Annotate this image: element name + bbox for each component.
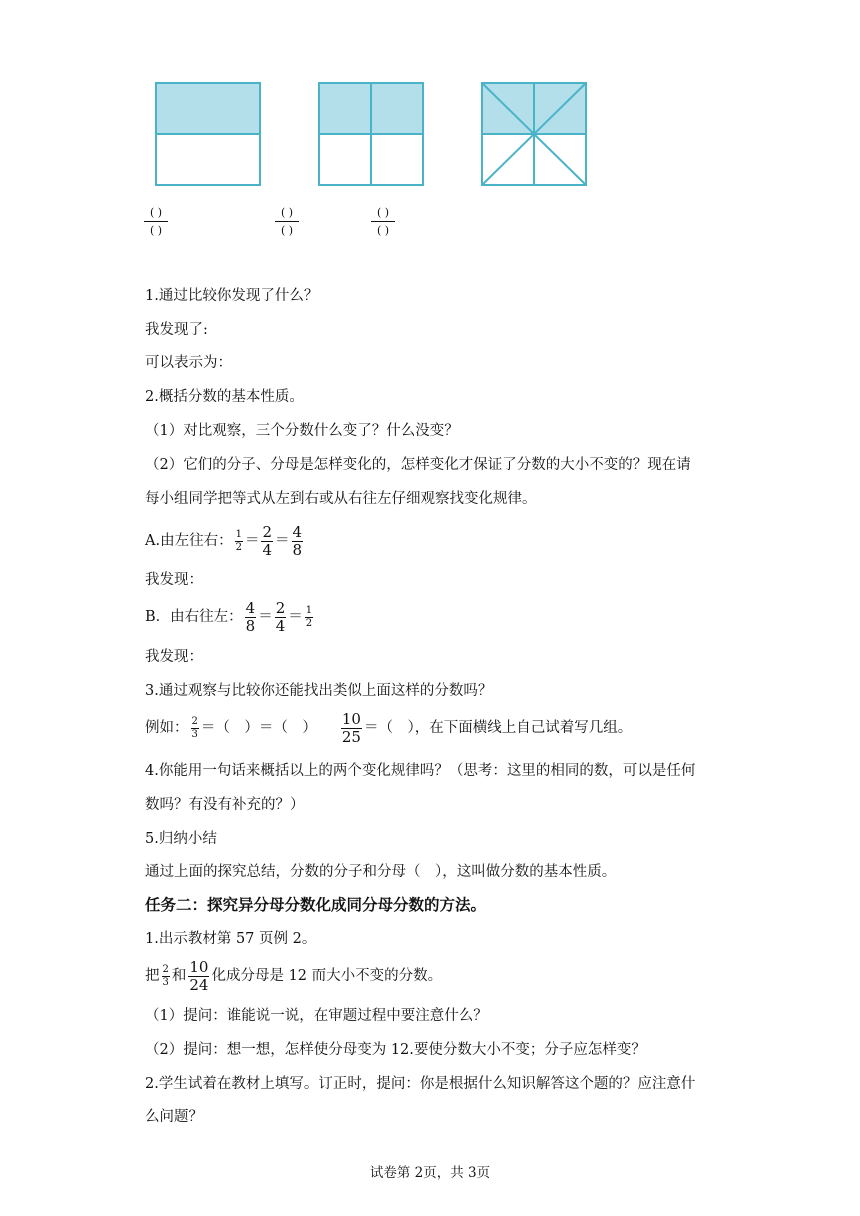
blank-denominator: ( ) [376,224,390,237]
question-2-2-line-1: （2）它们的分子、分母是怎样变化的，怎样变化才保证了分数的大小不变的？现在请 [145,457,691,473]
example-tail: ＝（ ），在下面横线上自己试着写几组。 [363,720,633,736]
equation-b-label: B．由右往左： [145,609,243,625]
found-line-1: 我发现： [145,572,203,588]
equals-sign: ＝ [288,609,303,625]
blank-fraction-3 [371,207,395,236]
equals-sign: ＝ [244,533,260,549]
blank-numerator: ( ) [280,206,294,219]
question-2-2-line-2: 每小组同学把等式从左到右或从右往左仔细观察找变化规律。 [145,491,537,507]
blank-denominator: ( ) [280,224,294,237]
fraction-figure-quarters [318,82,426,188]
example-blanks: ＝（ ）＝（ ） [200,720,317,736]
found-line-2: 我发现： [145,649,203,665]
fraction-2-4: $\frac{2}{4}$ [275,598,286,635]
example-2-and: 和 [171,968,187,984]
example-2-prefix: 把 [145,968,160,984]
blank-numerator: ( ) [376,206,390,219]
fraction-2-3: $\frac{2}{3}$ [162,963,169,988]
task-2-item-1: 1.出示教材第 57 页例 2。 [145,931,317,947]
equation-b [145,598,315,636]
task-2-heading: 任务二：探究异分母分数化成同分母分数的方法。 [145,895,487,914]
page-footer: 试卷第 2页，共 3页 [369,1165,491,1181]
question-4-line-2: 数吗？有没有补充的？） [145,797,305,813]
fraction-figure-eighths [481,82,589,188]
answer-expressed: 可以表示为： [145,355,232,371]
fraction-1-2: $\frac{1}{2}$ [305,604,313,629]
question-4-line-1: 4.你能用一句话来概括以上的两个变化规律吗？（思考：这里的相同的数，可以是任何 [145,763,696,779]
example-line [145,708,632,748]
fraction-10-25: $\frac{10}{25}$ [341,709,361,746]
answer-found: 我发现了: [145,322,208,338]
example-2-line [145,956,442,996]
blank-numerator: ( ) [149,206,163,219]
task-2-item-2-line-1: 2.学生试着在教材上填写。订正时，提问：你是根据什么知识解答这个题的？应注意什 [145,1076,696,1092]
fraction-4-8: $\frac{4}{8}$ [292,522,303,559]
blank-denominator: ( ) [149,224,163,237]
example-2-suffix: 化成分母是 12 而大小不变的分数。 [211,968,443,984]
blank-fraction-1 [144,207,168,236]
fraction-10-24: $\frac{10}{24}$ [189,957,209,994]
task-2-item-1-1: （1）提问：谁能说一说，在审题过程中要注意什么？ [145,1008,488,1024]
task-2-item-2-line-2: 么问题？ [145,1109,203,1125]
fraction-4-8: $\frac{4}{8}$ [245,598,256,635]
question-2: 2.概括分数的基本性质。 [145,389,304,405]
equation-a [145,522,305,560]
fraction-2-4: $\frac{2}{4}$ [262,522,273,559]
equals-sign: ＝ [275,533,290,549]
summary-line: 通过上面的探究总结，分数的分子和分母（ ），这叫做分数的基本性质。 [145,864,617,880]
fraction-figure-halves [155,82,263,188]
fraction-2-3: $\frac{2}{3}$ [191,715,198,740]
question-2-1: （1）对比观察，三个分数什么变了？什么没变？ [145,423,459,439]
question-1: 1.通过比较你发现了什么？ [145,288,319,304]
example-label: 例如： [145,720,189,736]
task-2-item-1-2: （2）提问：想一想，怎样使分母变为 12.要使分数大小不变；分子应怎样变？ [145,1042,646,1058]
equation-a-label: A.由左往右： [145,533,233,549]
blank-fraction-2 [275,207,299,236]
question-3: 3.通过观察与比较你还能找出类似上面这样的分数吗？ [145,683,493,699]
fraction-1-2: $\frac{1}{2}$ [235,528,242,553]
equals-sign: ＝ [258,609,273,625]
question-5: 5.归纳小结 [145,831,217,847]
